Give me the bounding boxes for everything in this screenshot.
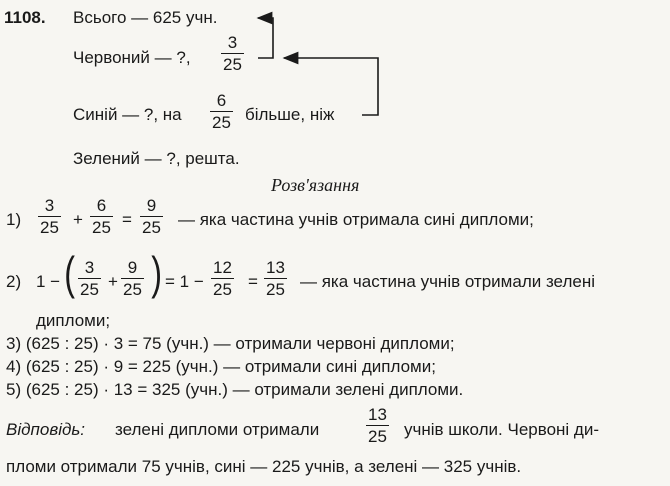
step2-eq1: = 1 − [165, 272, 204, 291]
arrow-red-to-total [258, 18, 273, 58]
step1-plus: + [73, 210, 83, 229]
step2-frac-c [211, 259, 234, 298]
fraction-numerator: 6 [96, 196, 107, 215]
fraction-denominator: 25 [80, 280, 99, 299]
fraction-numerator: 13 [368, 405, 387, 424]
step1-label: 1) [6, 210, 22, 229]
step1-frac-c [140, 197, 163, 236]
given-green: Зелений — ?, решта. [73, 149, 240, 168]
step5: 5) (625 : 25) · 13 = 325 (учн.) — отримали зелені дипломи. [6, 380, 464, 399]
right-paren: ) [151, 247, 163, 299]
given-blue-a: Синій — ?, на [73, 105, 182, 124]
step1-text: — яка частина учнів отримала сині дипломи; [178, 210, 534, 229]
step3: 3) (625 : 25) · 3 = 75 (учн.) — отримали червоні дипломи; [6, 334, 455, 353]
solution-title: Розв'язання [271, 175, 360, 195]
fraction-numerator: 9 [146, 196, 157, 215]
step2-one-minus: 1 − [36, 272, 61, 291]
fraction-numerator: 3 [227, 33, 238, 52]
answer-text1: зелені дипломи отримали [115, 420, 320, 439]
fraction-numerator: 3 [44, 196, 55, 215]
fraction-denominator: 25 [212, 113, 231, 132]
step1-eq: = [122, 210, 132, 229]
step1-frac-b [90, 197, 113, 236]
answer-line2: пломи отримали 75 учнів, сині — 225 учнів, а зелені — 325 учнів. [6, 457, 522, 476]
fraction-denominator: 25 [213, 280, 232, 299]
fraction-numerator: 3 [84, 258, 95, 277]
left-paren: ( [64, 247, 76, 299]
step2-plus: + [108, 272, 118, 291]
step2-cont: дипломи; [36, 311, 111, 330]
given-red: Червоний — ?, [73, 48, 191, 67]
fraction-denominator: 25 [223, 55, 242, 74]
step2-frac-a [78, 259, 101, 298]
step4: 4) (625 : 25) · 9 = 225 (учн.) — отримали сині дипломи; [6, 357, 436, 376]
fraction-denominator: 25 [92, 218, 111, 237]
step2-text: — яка частина учнів отримали зелені [300, 272, 595, 291]
fraction-denominator: 25 [123, 280, 142, 299]
answer-fraction [366, 406, 389, 445]
step1-frac-a [38, 197, 61, 236]
step2-label: 2) [6, 272, 22, 291]
fraction-denominator: 25 [40, 218, 59, 237]
fraction-numerator: 13 [266, 258, 285, 277]
given-blue-b: більше, ніж [245, 105, 335, 124]
fraction-denominator: 25 [142, 218, 161, 237]
fraction-denominator: 25 [266, 280, 285, 299]
step2-frac-b [121, 259, 144, 298]
step2-eq2: = [248, 272, 258, 291]
fraction-numerator: 12 [213, 258, 232, 277]
answer-label: Відповідь: [6, 420, 86, 439]
step2-frac-d [264, 259, 287, 298]
fraction-numerator: 9 [127, 258, 138, 277]
fraction-denominator: 25 [368, 427, 387, 446]
fraction-numerator: 6 [216, 91, 227, 110]
given-total: Всього — 625 учн. [73, 8, 218, 27]
arrow-blue-to-red [284, 58, 378, 115]
answer-text2: учнів школи. Червоні ди- [404, 420, 599, 439]
problem-number: 1108. [4, 8, 46, 27]
